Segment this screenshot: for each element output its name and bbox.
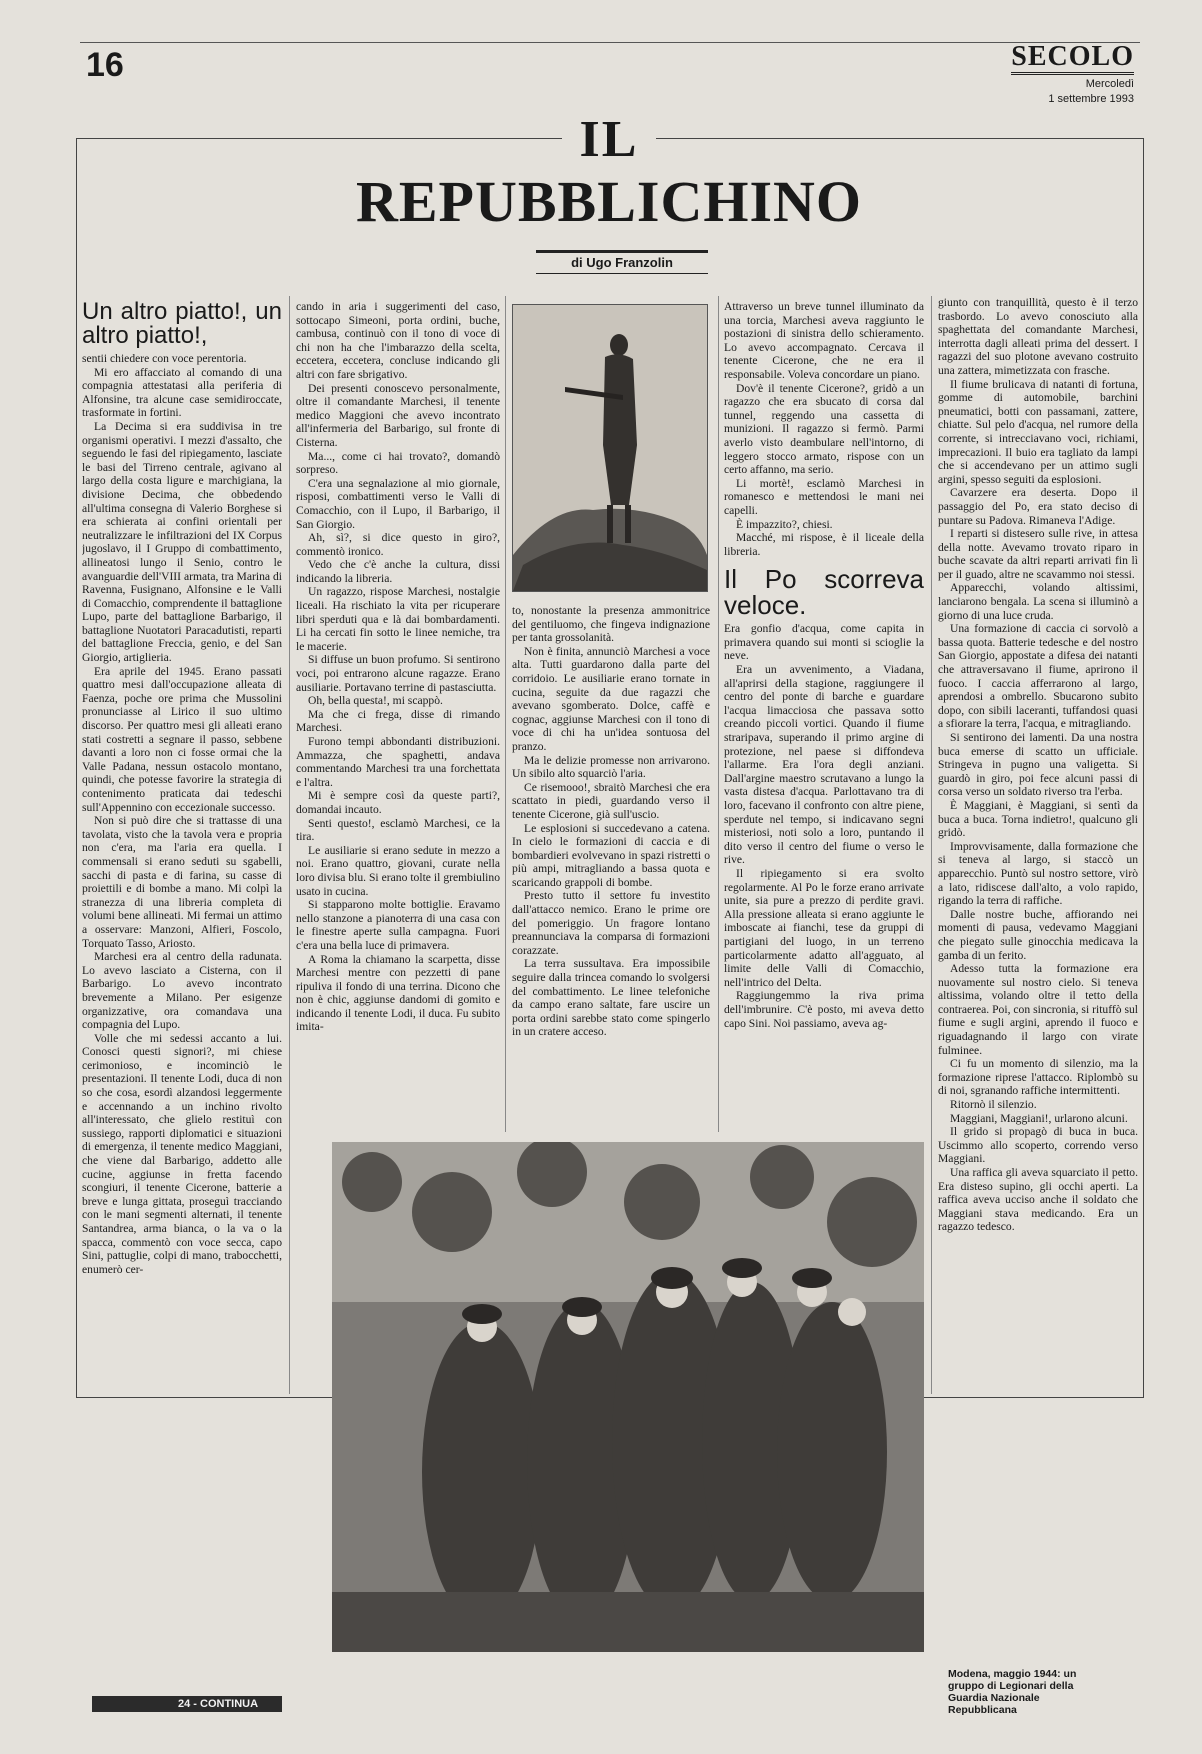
paragraph: Attraverso un breve tunnel illuminato da una torcia, Marchesi aveva raggiunto le postazioni di sinistra dello schieramento. Lo avevo accompagnato. Cercava il tenente Cicerone, che ne era il responsabile. Voleva concordare un piano. (724, 300, 924, 381)
top-rule (80, 42, 1140, 43)
masthead-day: Mercoledì (1085, 78, 1134, 90)
paragraph: Si stapparono molte bottiglie. Eravamo nello stanzone a pianoterra di una casa con le finestre aperte sulla campagna. Fuori c'era una bella luce di primavera. (296, 898, 500, 952)
paragraph: Adesso tutta la formazione era nuovamente sul nostro cielo. Si teneva altissima, volando oltre il tetto della contraerea. Poi, con sincronia, si rituffò sul fiume e sugli argini, aprendo il fuoco e riguadagnando il largo con virate fulminee. (938, 962, 1138, 1057)
paragraph: Si sentirono dei lamenti. Da una nostra buca emerse di scatto un ufficiale. Stringeva in pugno una valigetta. Si guardò in giro, poi fece alcuni passi di corsa verso un soldato riverso tra l'erba. (938, 731, 1138, 799)
title-line-2: REPUBBLICHINO (355, 169, 863, 234)
column-divider (505, 296, 506, 1132)
column-2-text (296, 300, 500, 1034)
paragraph: La Decima si era suddivisa in tre organismi operativi. I mezzi d'assalto, che seguendo le fasi del ripiegamento, lasciate le basi del Tirreno centrale, agivano al largo della costa ligure e marchigiana, la divisione Decima, che obbedendo all'ultima consegna di Valerio Borghese si era schierata ai confini orientali per neutralizzare le infiltrazioni del IX Corpus jugoslavo, il I Gruppo di combattimento, allineatosi lungo il Senio, contro le avanguardie dell'VIII armata, tra Marina di Ravenna, Fusignano, Alfonsine e le Valli di Comacchio, comprendente il battaglione Lupo, parte del battaglione Barbarigo, il battaglione Nuotatori Paracadutisti, reparti del battaglione Freccia, genio, e del San Giorgio, artiglieria. (82, 419, 282, 665)
paragraph: Non è finita, annunciò Marchesi a voce alta. Tutti guardarono dalla parte del corridoio. Le ausiliarie erano tornate in cucina, seguite da due ragazzi che avevano sgomberato. Dolce, caffè e cognac, aggiunse Marchesi con il tono di voce di chi ha un'idea sontuosa del pranzo. (512, 644, 710, 753)
paragraph: Si diffuse un buon profumo. Si sentirono voci, poi entrarono alcune ragazze. Erano ausiliarie. Portavano terrine di pastasciutta. (296, 653, 500, 694)
paragraph: Un ragazzo, rispose Marchesi, nostalgie liceali. Ha rischiato la vita per ricuperare libri sperduti qua e là dai bombardamenti. Li ha cercati fin sotto le linee nemiche, tra le macerie. (296, 585, 500, 653)
column-5 (938, 296, 1138, 1390)
continua-banner (92, 1696, 282, 1712)
paragraph: Era aprile del 1945. Erano passati quattro mesi dall'occupazione alleata di Faenza, poche ore prima che Mussolini pronunciasse al Lirico il suo ultimo discorso. Per quattro mesi gli alleati erano stati costretti a segnare il passo, sebbene davanti a loro non ci fosse ormai che la Valle Padana, nessun ostacolo montano, quindi, che potesse favorire la strategia di contenimento praticata dai tedeschi sull'Appennino con eccezionale successo. (82, 664, 282, 814)
paragraph: Ma le delizie promesse non arrivarono. Un sibilo alto squarciò l'aria. (512, 753, 710, 781)
column-4-bottom-text (724, 622, 924, 1030)
paragraph: sentii chiedere con voce perentoria. (82, 352, 247, 365)
headline: Un altro piatto!, un altro piatto!, (82, 300, 282, 349)
paragraph: Vedo che c'è anche la cultura, dissi indicando la libreria. (296, 558, 500, 585)
column-3-text (512, 604, 710, 1039)
paragraph: Ma..., come ci hai trovato?, domandò sorpreso. (296, 449, 500, 477)
subhead: Il Po scorreva veloce. (724, 564, 924, 621)
paragraph: Le esplosioni si succedevano a catena. In cielo le formazioni di caccia e di bombardieri evolvevano in spazi ristretti o più ampi, mitragliando a bassa quota e scaricando grappoli di bombe. (512, 821, 710, 889)
paragraph: È impazzito?, chiesi. (736, 517, 833, 531)
paragraph: Una formazione di caccia ci sorvolò a bassa quota. Batterie tedesche e del nostro San Giorgio, appostate a difesa dei natanti che attraversavano il fiume, aprirono il fuoco. I caccia afferrarono al largo, aprendosi a ombrello. Sbucarono subito dopo, con sibili laceranti, tuffandosi quasi a sfiorare la terra, l'acqua, e mitragliando. (938, 622, 1138, 731)
group-photo-image (332, 1142, 924, 1652)
paragraph: Cavarzere era deserta. Dopo il passaggio del Po, era stato deciso di puntare su Padova. Rimaneva l'Adige. (938, 486, 1138, 527)
paragraph: I reparti si distesero sulle rive, in attesa della notte. Avevamo trovato riparo in buche scavate da altri reparti arrivati fin lì per il guado, altre ne scavammo noi stessi. (938, 527, 1138, 581)
paragraph: Il fiume brulicava di natanti di fortuna, gomme di automobile, barchini pneumatici, botti con passamani, zattere, chiatte. Sul pelo d'acqua, nel rumore della corrente, si intrecciavano voci, richiami, imprecazioni. Il buio era tagliato da lampi che si accendevano per un attimo sugli argini, spesso seguiti da esplosioni. (938, 377, 1138, 486)
paragraph: to, nonostante la presenza ammonitrice del gentiluomo, che fingeva indignazione per tanta grossolanità. (512, 604, 710, 645)
paragraph: Maggiani, Maggiani!, urlarono alcuni. (950, 1111, 1128, 1125)
column-1-text (82, 352, 282, 1276)
paragraph: Senti questo!, esclamò Marchesi, ce la tira. (296, 816, 500, 844)
paragraph: Il ripiegamento si era svolto regolarmente. Al Po le forze erano arrivate unite, sia pure a prezzo di perdite gravi. Alla pressione alleata si erano aggiunte le imboscate ai fianchi, tese da gruppi di partigiani del luogo, in un terreno particolarmente adatto all'agguato, al limite delle Valli di Comacchio, nell'intrico del Delta. (724, 866, 924, 989)
paragraph: Volle che mi sedessi accanto a lui. Conosci questi signori?, mi chiese cerimonioso, e incominciò le presentazioni. Il tenente Lodi, duca di non so che cosa, esordì alzandosi leggermente e accennando a un inchino rivolto all'interessato, che glielo restituì con sussiego, rapporti diplomatici e situazioni di emergenza, il tenente medico Maggiani, che viene dal Barbarigo, addetto alle cucine, aggiunse in fretta facendo scongiuri, il tenente Cicerone, batterie a breve e lunga gittata, proseguì tracciando con le mani segmenti alternati, il tenente Santandrea, arma bianca, o la va o la spacca, commentò con voce secca, capo Sini, pattuglie, colpi di mano, trabocchetti, enumerò cer- (82, 1031, 282, 1276)
paragraph: Ce risemooo!, sbraitò Marchesi che era scattato in piedi, guardando verso il tenente Cicerone, già sull'uscio. (512, 780, 710, 821)
paragraph: Non si può dire che si trattasse di una tavolata, visto che la tavola vera e propria non c'era, ma l'aria era quella. I commensali si erano seduti su sgabelli, sacchi di pasta e di farina, su casse di proiettili e di bombe a mano. Mi colpì la stranezza di una libreria completa di volumi bene allineati. Mi fermai un attimo a osservare: Manzoni, Alfieri, Foscolo, Torquato Tasso, Ariosto. (82, 814, 282, 950)
paragraph: Apparecchi, volando altissimi, lanciarono bengala. La scena si illuminò a giorno di una luce cruda. (938, 581, 1138, 622)
photo-caption: Modena, maggio 1944: un gruppo di Legionari della Guardia Nazionale Repubblicana (948, 1668, 1077, 1716)
paragraph: Dei presenti conoscevo personalmente, oltre il comandante Marchesi, il tenente medico Maggioni che avevo incontrato all'infermeria del Barbarigo, sul fronte di Cisterna. (296, 381, 500, 449)
paragraph: Ah, sì?, si dice questo in giro?, commentò ironico. (296, 531, 500, 558)
column-divider (931, 296, 932, 1394)
paragraph: Marchesi era al centro della radunata. Lo avevo lasciato a Cisterna, con il Barbarigo. Lo avevo incontrato brevemente a Milano. Per esigenze organizzative, ora comandava una compagnia del Lupo. (82, 950, 282, 1032)
masthead-date: 1 settembre 1993 (1048, 93, 1134, 105)
paragraph: Ci fu un momento di silenzio, ma la formazione riprese l'attacco. Riplombò su di noi, sgranando raffiche intermittenti. (938, 1057, 1138, 1098)
paragraph: Era gonfio d'acqua, come capita in primavera quando sui monti si scioglie la neve. (724, 622, 924, 663)
column-3 (512, 604, 710, 1132)
column-4-top-text (724, 300, 924, 558)
paragraph: Le ausiliarie si erano sedute in mezzo a noi. Erano quattro, giovani, curate nella loro divisa blu. Si erano tolte il grembiulino usato in cucina. (296, 843, 500, 898)
paragraph: Dalle nostre buche, affiorando nei momenti di pausa, vedevamo Maggiani che piegato sulle ginocchia medicava la gamba di un ferito. (938, 907, 1138, 962)
masthead (1011, 42, 1134, 105)
paragraph: cando in aria i suggerimenti del caso, sottocapo Simeoni, porta ordini, buche, cambusa, continuò con il tono di voce di chi non ha che l'imbarazzo della scelta, eccetera, eccetera, concluse indicando gli altri con fare sbrigativo. (296, 300, 500, 381)
paragraph: C'era una segnalazione al mio giornale, risposi, combattimenti verso le Valli di Comacchio, con il Lupo, il Barbarigo, il San Giorgio. (296, 476, 500, 531)
paragraph: Furono tempi abbondanti distribuzioni. Ammazza, che spaghetti, andava commentando Marchesi tra una forchettata e l'altra. (296, 735, 500, 789)
continua-label: 24 - CONTINUA (178, 1698, 259, 1710)
masthead-logo: SECOLO (1011, 42, 1134, 75)
paragraph: Oh, bella questa!, mi scappò. (308, 694, 443, 708)
column-2 (296, 300, 500, 1132)
column-5-text (938, 296, 1138, 1234)
article-title (76, 112, 1142, 232)
page-number: 16 (86, 46, 124, 84)
paragraph: Ritornò il silenzio. (950, 1098, 1037, 1112)
paragraph: Ma che ci frega, disse di rimando Marchesi. (296, 707, 500, 735)
paragraph: Li mortè!, esclamò Marchesi in romanesco e mettendosi le mani nei capelli. (724, 476, 924, 517)
group-photo (332, 1142, 924, 1652)
paragraph: A Roma la chiamano la scarpetta, disse Marchesi mentre con pezzetti di pane ripuliva il fondo di una terrina. Dicono che non è chic, aggiunse dandomi di gomito e indicando il tenente Lodi, il duca. Fu subito imita- (296, 952, 500, 1034)
paragraph: giunto con tranquillità, questo è il terzo trasbordo. Lo avevo conosciuto alla spaghettata del comandante Marchesi, interrotta dagli alleati prima del dessert. I ragazzi del suo plotone avevano costruito una zattera, mimetizzata con frasche. (938, 296, 1138, 377)
soldier-photo (512, 304, 708, 592)
paragraph: La terra sussultava. Era impossibile seguire dalla trincea comando lo svolgersi del combattimento. Le linee telefoniche da campo erano saltate, fare uscire un porta ordini sarebbe stato come spingerlo in un cratere acceso. (512, 957, 710, 1039)
paragraph: Raggiungemmo la riva prima dell'imbrunire. C'è posto, mi aveva detto capo Sini. Noi passiamo, aveva ag- (724, 989, 924, 1030)
byline: di Ugo Franzolin (536, 250, 708, 274)
paragraph: Mi ero affacciato al comando di una compagnia attestatasi alla periferia di Alfonsine, tra alcune case semidiroccate, trasformate in fortini. (82, 365, 282, 420)
paragraph: Presto tutto il settore fu investito dall'attacco nemico. Erano le prime ore del pomeriggio. Un fragore lontano preannunciava la comparsa di formazioni corazzate. (512, 889, 710, 957)
column-divider (718, 296, 719, 1132)
paragraph: Il grido si propagò di buca in buca. Uscimmo allo scoperto, correndo verso Maggiani. (938, 1125, 1138, 1166)
title-line-1: IL (562, 112, 657, 168)
paragraph: Era un avvenimento, a Viadana, all'aprirsi della stagione, raggiungere il centro del ponte di barche e guardare l'acqua limacciosa che passava sotto creando piccoli vortici. Quando il fiume straripava, superando il primo argine di protezione, nel paese si diffondeva l'allarme. Era l'ora degli anziani. Dall'argine maestro scrutavano a lungo la vasta distesa d'acqua. Parlottavano tra di loro, facevano il confronto con altre piene, sperdute nel tempo, si indicavano segni misteriosi, noti solo a loro, puntando il dito verso il centro del fiume o verso le rive. (724, 663, 924, 867)
paragraph: Macché, mi rispose, è il liceale della libreria. (724, 531, 924, 558)
paragraph: Improvvisamente, dalla formazione che si teneva al largo, si staccò un apparecchio. Puntò sul nostro settore, virò a lato, ridiscese dall'alto, a volo rapido, rigando la terra di raffiche. (938, 839, 1138, 908)
column-4 (724, 300, 924, 1132)
paragraph: È Maggiani, è Maggiani, si sentì da buca a buca. Torna indietro!, qualcuno gli gridò. (938, 798, 1138, 840)
column-1 (82, 300, 282, 1688)
paragraph: Una raffica gli aveva squarciato il petto. Era disteso supino, gli occhi aperti. La raffica aveva ucciso anche il soldato che Maggiani stava medicando. Era un ragazzo tedesco. (938, 1166, 1138, 1234)
paragraph: Dov'è il tenente Cicerone?, gridò a un ragazzo che era sbucato di corsa dal tunnel, reggendo una cassetta di munizioni. Il ragazzo si fermò. Parmi averlo visto deambulare nell'intorno, di leggero stocco armato, rispose con un certo affanno, ma serio. (724, 381, 924, 477)
paragraph: Mi è sempre così da queste parti?, domandai incauto. (296, 789, 500, 816)
soldier-photo-image (513, 305, 707, 591)
column-divider (289, 296, 290, 1394)
